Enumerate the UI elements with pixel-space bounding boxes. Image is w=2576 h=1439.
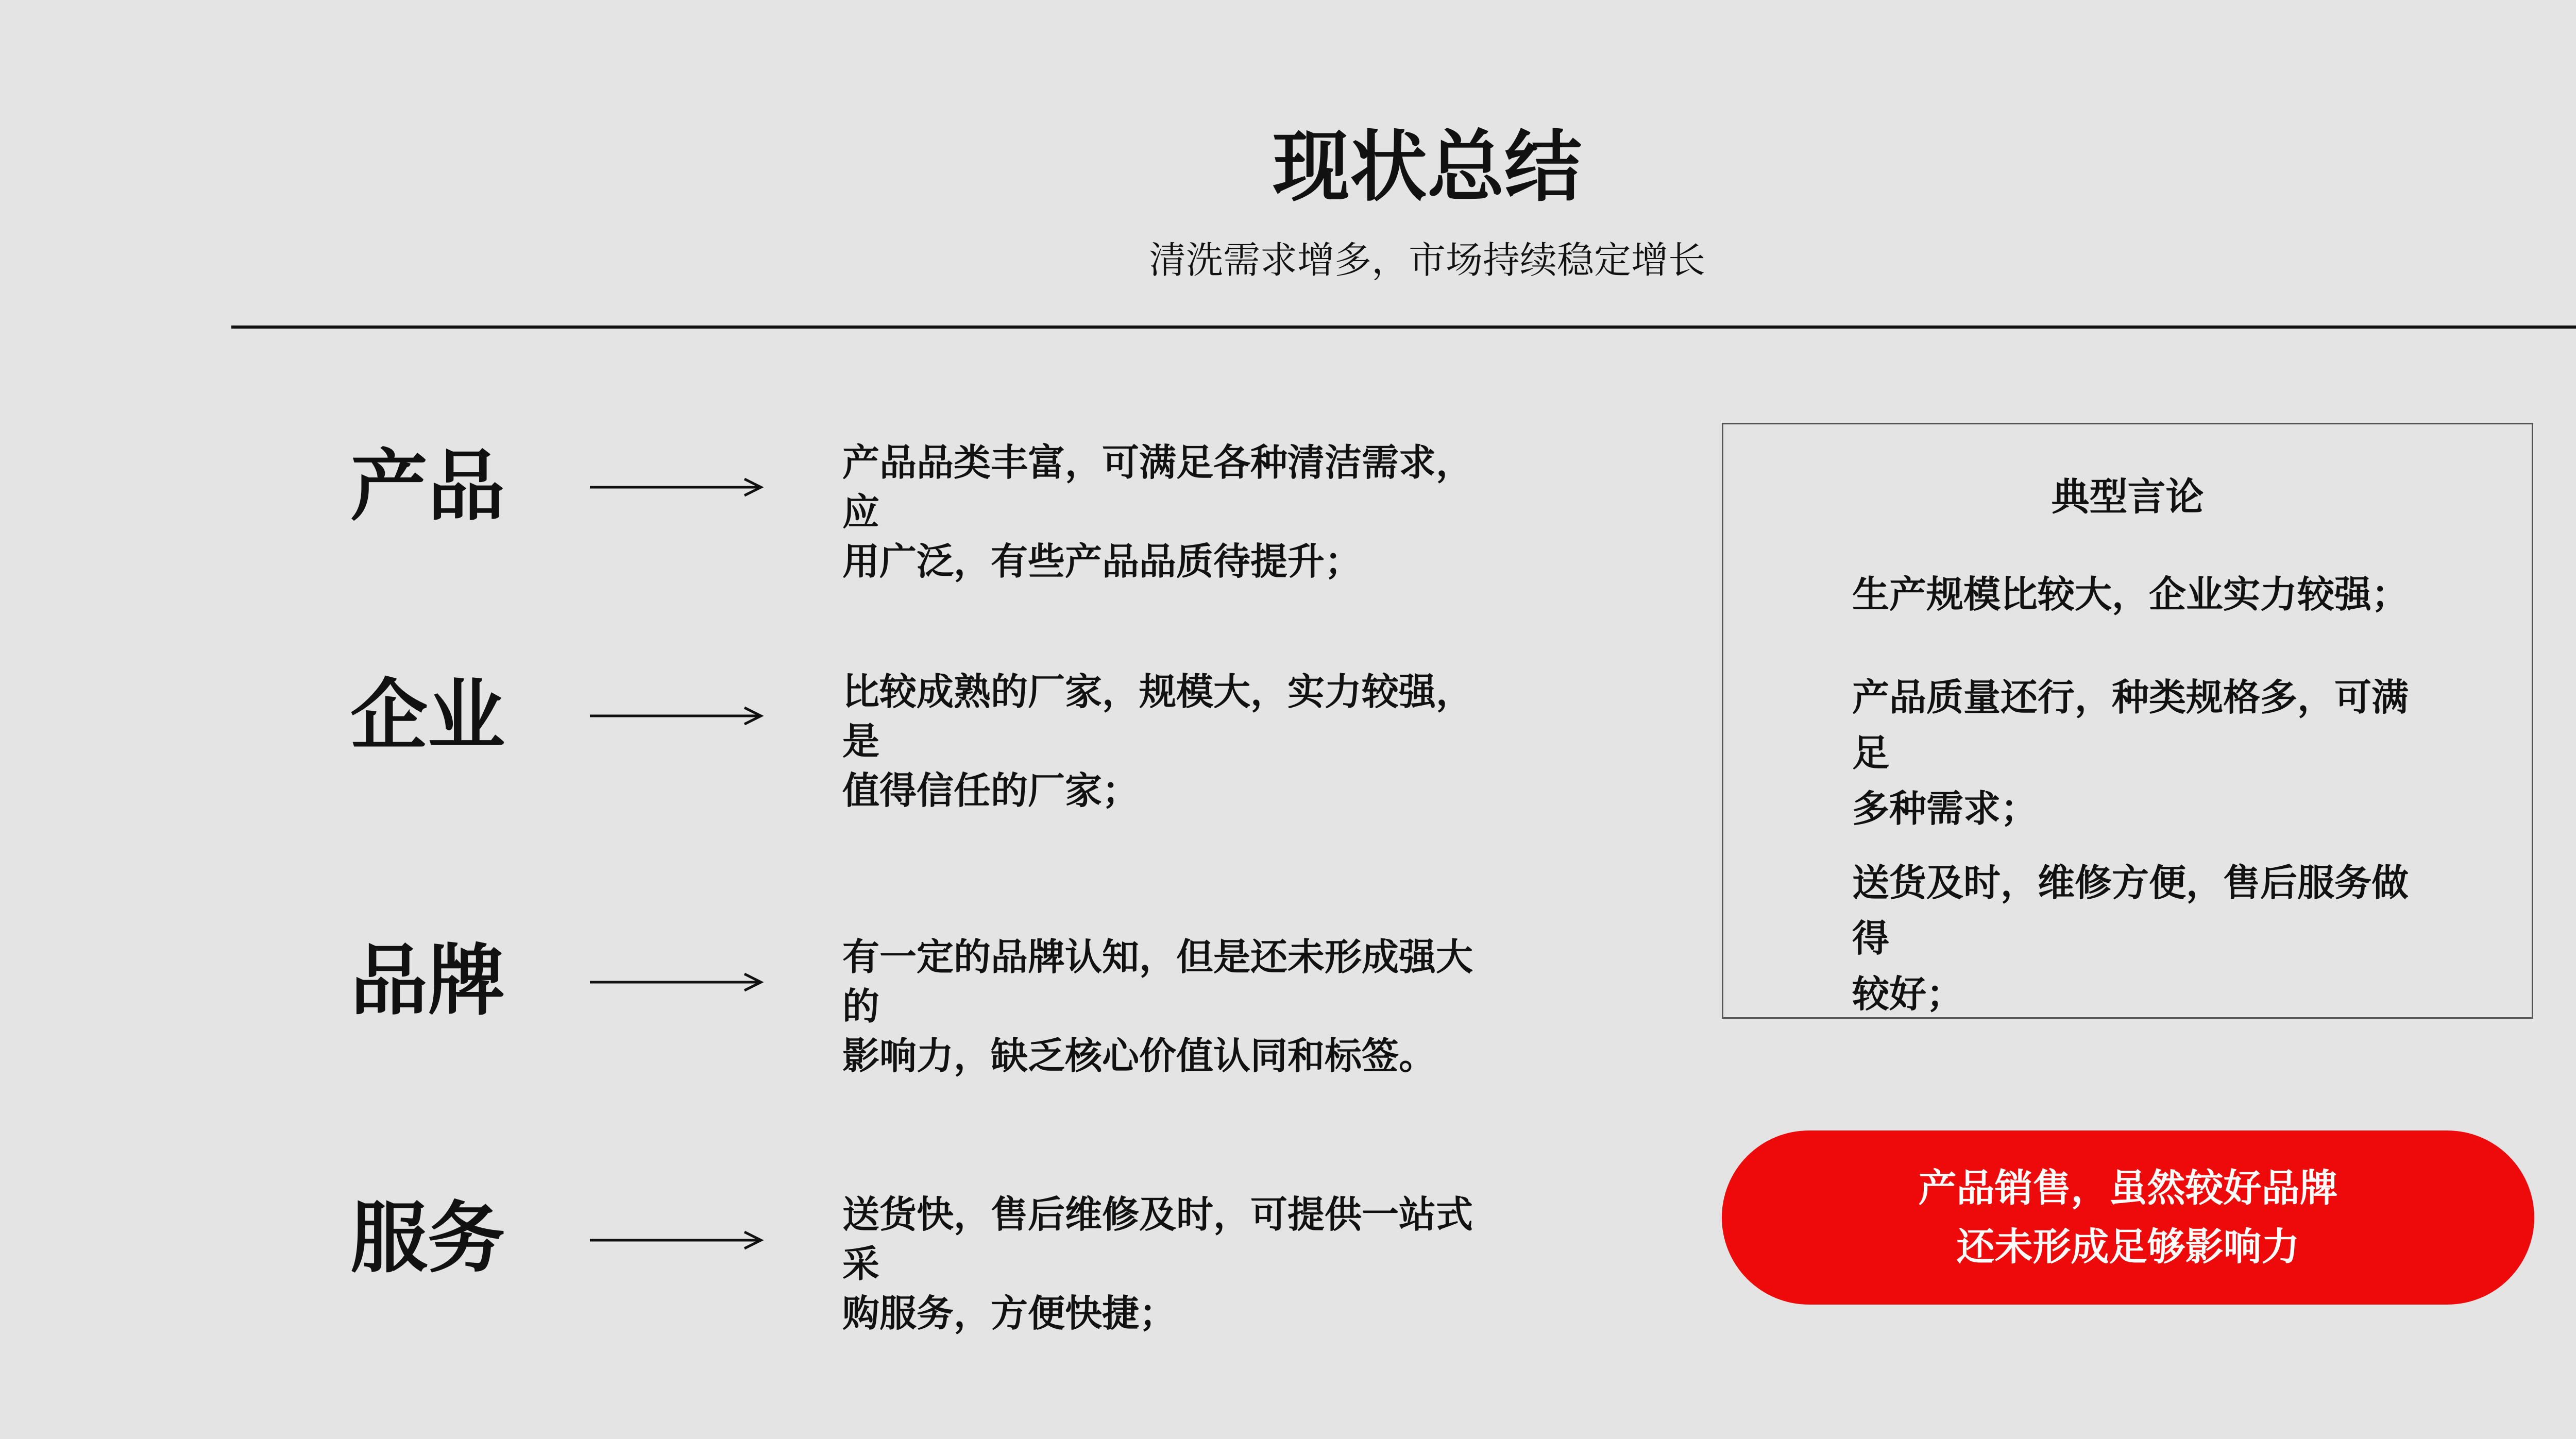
row-description-line: 购服务，方便快捷； (842, 1292, 1177, 1335)
row-title-service: 服务 (350, 1194, 505, 1283)
row-description-line: 产品品类丰富，可满足各种清洁需求，应 (842, 441, 1473, 534)
row-description-line: 影响力，缺乏核心价值认同和标签。 (842, 1034, 1436, 1077)
row-description-line: 值得信任的厂家； (842, 769, 1140, 812)
row-title-company: 企业 (350, 671, 505, 761)
row-description-line: 用广泛，有些产品品质待提升； (842, 540, 1362, 583)
quote-item (1852, 855, 2434, 1022)
quote-line: 多种需求； (1852, 787, 2038, 830)
quote-line: 送货及时，维修方便，售后服务做得 (1852, 861, 2409, 960)
quote-line: 生产规模比较大，企业实力较强； (1852, 573, 2409, 616)
page-subtitle: 清洗需求增多，市场持续稳定增长 (1148, 238, 1705, 282)
page-title: 现状总结 (1272, 123, 1582, 212)
arrow-right-icon (590, 1230, 765, 1250)
conclusion-line: 还未形成足够影响力 (1956, 1225, 2300, 1269)
quote-line: 产品质量还行，种类规格多，可满足 (1852, 676, 2409, 775)
header-divider (231, 326, 2576, 329)
quote-item (1852, 670, 2434, 836)
quotes-heading: 典型言论 (2051, 475, 2204, 519)
arrow-right-icon (590, 477, 765, 498)
row-description-service (842, 1190, 1502, 1338)
row-description-company (842, 667, 1502, 815)
quote-item (1852, 567, 2434, 622)
arrow-right-icon (590, 706, 765, 726)
row-title-product: 产品 (350, 442, 505, 532)
conclusion-badge (1722, 1130, 2534, 1305)
arrow-right-icon (590, 972, 765, 992)
conclusion-line: 产品销售，虽然较好品牌 (1918, 1166, 2338, 1210)
row-description-brand (842, 932, 1502, 1081)
row-description-line: 送货快，售后维修及时，可提供一站式采 (842, 1193, 1473, 1286)
row-description-line: 比较成熟的厂家，规模大，实力较强，是 (842, 670, 1473, 763)
row-description-line: 有一定的品牌认知，但是还未形成强大的 (842, 935, 1473, 1028)
row-description-product (842, 438, 1502, 586)
row-title-brand: 品牌 (350, 936, 505, 1026)
quote-line: 较好； (1852, 972, 1964, 1016)
